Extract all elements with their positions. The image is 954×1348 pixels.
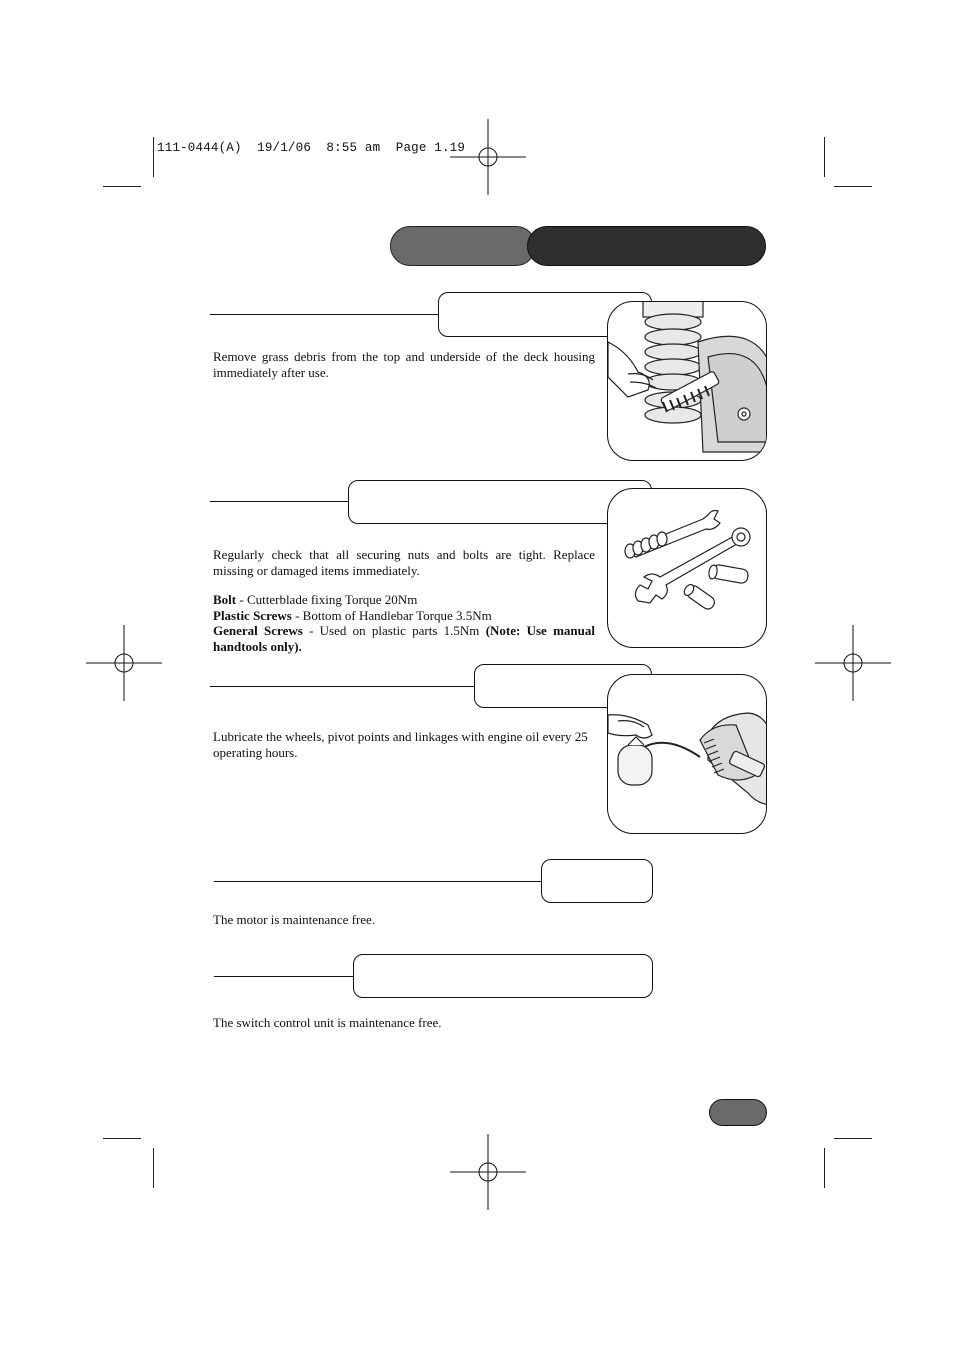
illustration-frame bbox=[607, 674, 767, 834]
registration-mark-icon bbox=[815, 625, 891, 701]
spec-item bbox=[213, 608, 595, 624]
spec-list bbox=[213, 592, 595, 654]
spec-text: - Cutterblade fixing Torque 20Nm bbox=[236, 592, 418, 607]
section-rule bbox=[210, 686, 476, 687]
section-body: The motor is maintenance free. bbox=[213, 912, 376, 927]
illustration-frame bbox=[607, 301, 767, 461]
crop-mark bbox=[103, 1138, 141, 1139]
section-heading-box bbox=[353, 954, 653, 998]
section-body: Remove grass debris from the top and underside of the deck housing immediately after use. bbox=[213, 349, 595, 380]
page-number-tab bbox=[709, 1099, 767, 1126]
header-tab-right bbox=[527, 226, 766, 266]
registration-mark-icon bbox=[450, 1134, 526, 1210]
section-body: The switch control unit is maintenance free. bbox=[213, 1015, 442, 1030]
section-heading-box bbox=[541, 859, 653, 903]
crop-mark bbox=[834, 186, 872, 187]
section-body: Regularly check that all securing nuts and bolts are tight. Replace missing or damaged items immediately. bbox=[213, 547, 595, 578]
crop-mark bbox=[103, 186, 141, 187]
registration-mark-icon bbox=[450, 119, 526, 195]
crop-mark bbox=[153, 137, 154, 177]
section-body: Lubricate the wheels, pivot points and linkages with engine oil every 25 operating hours. bbox=[213, 729, 588, 760]
spec-note: (Note: Use manual handtools only). bbox=[213, 623, 595, 654]
illustration-frame bbox=[607, 488, 767, 648]
section-rule bbox=[210, 314, 440, 315]
spec-label: General Screws bbox=[213, 623, 303, 638]
section-rule bbox=[214, 881, 544, 882]
spec-text: - Used on plastic parts 1.5Nm bbox=[302, 623, 486, 638]
registration-mark-icon bbox=[86, 625, 162, 701]
brush-cleaning-icon bbox=[608, 302, 767, 461]
crop-mark bbox=[824, 1148, 825, 1188]
header-tab-left bbox=[390, 226, 536, 266]
spec-label: Plastic Screws bbox=[213, 607, 292, 623]
section-rule bbox=[214, 976, 356, 977]
spanner-tools-icon bbox=[608, 489, 767, 648]
spec-item bbox=[213, 592, 595, 608]
spec-label: Bolt bbox=[213, 592, 237, 607]
print-slug: 111-0444(A) 19/1/06 8:55 am Page 1.19 bbox=[157, 141, 466, 155]
spec-item bbox=[213, 623, 595, 654]
section-rule bbox=[210, 501, 350, 502]
oil-can-icon bbox=[608, 675, 767, 834]
crop-mark bbox=[153, 1148, 154, 1188]
spec-text: - Bottom of Handlebar Torque 3.5Nm bbox=[291, 607, 492, 623]
crop-mark bbox=[834, 1138, 872, 1139]
crop-mark bbox=[824, 137, 825, 177]
